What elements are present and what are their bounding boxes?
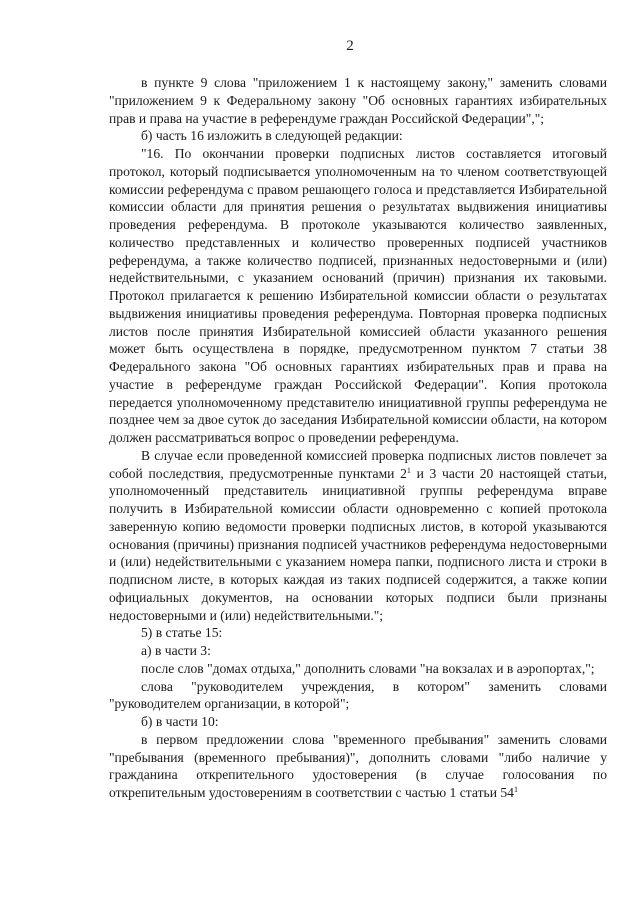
superscript-one: 1 bbox=[406, 465, 411, 475]
paragraph-repeat-check-part1: В случае если проведенной комиссией проверка подписных листов повлечет за собой последствия, предусмотренные пунктами 2 bbox=[109, 447, 607, 481]
item-part-10: б) в части 10: bbox=[141, 714, 219, 729]
paragraph-repeat-check-part2: и 3 части 20 настоящей статьи, уполномоченный представитель инициативной группы референдума вправе получить в Избирательной комиссии области одновременно с копией протокола заверенную копию ведомости проверки подписных листов, в которой указываются основания (причины) признания подписей участников референдума недостоверными и (или) недействительными с указанием номера папки, подписного листа и строки в подписном листе, в которых каждая из таких подписей содержится, а также копии официальных документов, на основании которых подписи были признаны недостоверными и (или) недействительными."; bbox=[109, 465, 607, 623]
paragraph-repeat-check bbox=[109, 447, 607, 625]
paragraph-first-sentence-text: в первом предложении слова "временного пребывания" заменить словами "пребывания (временного пребывания)", дополнить словами "либо наличие у гражданина открепительного удостоверения (в случае голосования по открепительным удостоверениям в соответствии с частью 1 статьи 54 bbox=[109, 731, 607, 800]
page-number: 2 bbox=[346, 38, 354, 54]
paragraph-part16-text: "16. По окончании проверки подписных листов составляется итоговый протокол, который подписывается уполномоченным на то членом соответствующей комиссии референдума с правом решающего голоса и представляется Избирательной комиссии области для принятия решения о результатах выдвижения инициативы проведения референдума. В протоколе указываются количество заявленных, количество представленных и количество проверенных подписей участников референдума, а также количество подписей, признанных недостоверными и (или) недействительными, с указанием оснований (причин) признания их таковыми. Протокол прилагается к решению Избирательной комиссии области о результатах выдвижения инициативы проведения референдума. Повторная проверка подписных листов после принятия Избирательной комиссией области указанного решения может быть осуществлена в порядке, предусмотренном пунктом 7 статьи 38 Федерального закона "Об основных гарантиях избирательных прав и права на участие в референдуме граждан Российской Федерации". Копия протокола передается уполномоченному представителю инициативной группы референдума не позднее чем за двое суток до заседания Избирательной комиссии области, на котором должен рассматриваться вопрос о проведении референдума. bbox=[109, 146, 607, 445]
paragraph-part16-intro: б) часть 16 изложить в следующей редакции: bbox=[141, 128, 403, 144]
item-part-3: а) в части 3: bbox=[141, 643, 211, 658]
document-body bbox=[109, 74, 607, 802]
superscript-one-last: 1 bbox=[513, 785, 518, 794]
paragraph-first-sentence bbox=[109, 731, 607, 802]
item-article-15: 5) в статье 15: bbox=[141, 625, 223, 641]
item-after-words: после слов "домах отдыха," дополнить словами "на вокзалах и в аэропортах,"; bbox=[141, 660, 595, 676]
paragraph-replace-appendix: в пункте 9 слова "приложением 1 к настоящему закону," заменить словами "приложением 9 к Федеральному закону "Об основных гарантиях избирательных прав и права на участие в референдуме граждан Российской Федерации","; bbox=[109, 75, 607, 126]
item-replace-words: слова "руководителем учреждения, в котором" заменить словами "руководителем организации, в которой"; bbox=[109, 678, 607, 712]
